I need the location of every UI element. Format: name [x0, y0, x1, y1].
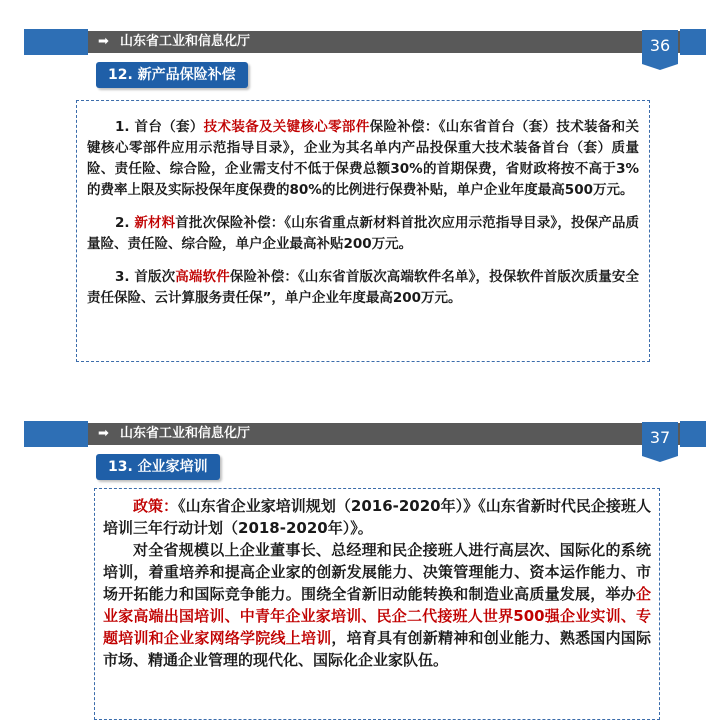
highlight-text: 企业家高端出国培训、中青年企业家培训、民企二代接班人世界500强企业实训、专题培训和企业家网络学院线上培训: [103, 585, 651, 647]
content-box: [76, 100, 650, 362]
header-accent-left: [24, 29, 88, 55]
arrow-icon: ➡: [98, 426, 109, 441]
org-name: 山东省工业和信息化厅: [120, 34, 251, 49]
header-accent-right: [680, 29, 706, 55]
highlight-text: 新材料: [134, 215, 176, 231]
training-paragraph: 对全省规模以上企业董事长、总经理和民企接班人进行高层次、国际化的系统培训，着重培养和提高企业家的创新发展能力、决策管理能力、资本运作能力、市场开拓能力和国际竞争能力。围绕全省新旧动能转换和制造业高质量发展，举办企业家高端出国培训、中青年企业家培训、民企二代接班人世界500强企业实训、专题培训和企业家网络学院线上培训，培育具有创新精神和创业能力、熟悉国内国际市场、精通企业管理的现代化、国际化企业家队伍。: [103, 541, 651, 669]
slide-header: [0, 28, 720, 58]
paragraph-1: 1. 首台（套）技术装备及关键核心零部件保险补偿：《山东省首台（套）技术装备和关键核心零部件应用示范指导目录》，企业为其名单内产品投保重大技术装备首台（套）质量险、责任险、综合险，企业需支付不低于保费总额30%的首期保费，省财政将按不高于3%的费率上限及实际投保年度保费的80%的比例进行保费补贴，单户企业年度最高500万元。: [87, 119, 639, 198]
paragraph-2: 2. 新材料首批次保险补偿：《山东省重点新材料首批次应用示范指导目录》，投保产品质量险、责任险、综合险，单户企业最高补贴200万元。: [87, 215, 640, 252]
section-title: 13. 企业家培训: [96, 454, 220, 480]
page-number: 36: [642, 30, 678, 64]
page-number: 37: [642, 422, 678, 456]
section-title: 12. 新产品保险补偿: [96, 62, 248, 88]
highlight-text: 技术装备及关键核心零部件: [203, 119, 370, 135]
header-accent-right: [680, 421, 706, 447]
slide-37: [0, 408, 720, 728]
policy-paragraph: 政策：《山东省企业家培训规划（2016-2020年）》《山东省新时代民企接班人培训三年行动计划（2018-2020年）》。: [103, 497, 651, 537]
content-box: [94, 488, 660, 720]
slide-header: [0, 420, 720, 450]
paragraph-3: 3. 首版次高端软件保险补偿：《山东省首版次高端软件名单》，投保软件首版次质量安全责任保险、云计算服务责任保”，单户企业年度最高200万元。: [87, 269, 639, 306]
header-accent-left: [24, 421, 88, 447]
org-name: 山东省工业和信息化厅: [120, 426, 251, 441]
arrow-icon: ➡: [98, 34, 109, 49]
policy-label: 政策：: [133, 497, 179, 515]
highlight-text: 高端软件: [175, 269, 230, 285]
